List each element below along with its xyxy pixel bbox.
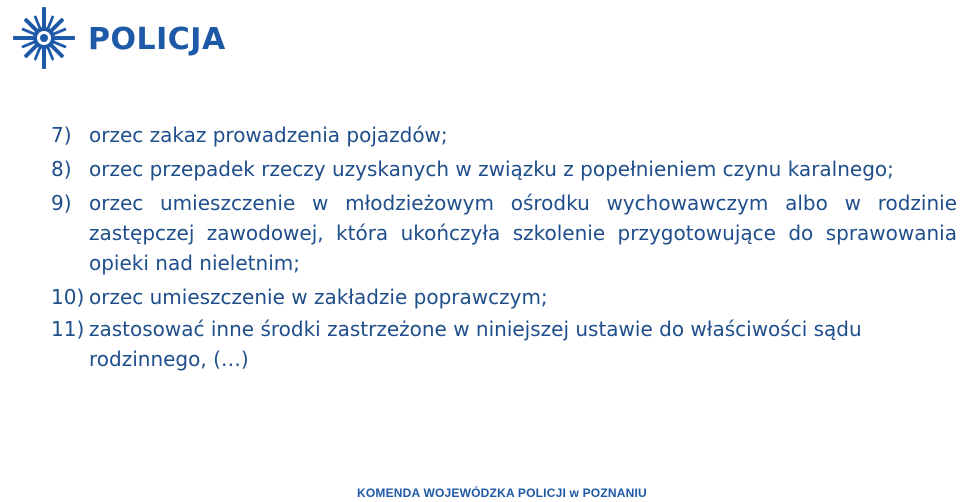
item-text: orzec przepadek rzeczy uzyskanych w związku z popełnieniem czynu karalnego; (89, 157, 894, 181)
list-item (51, 154, 957, 184)
footer-text: KOMENDA WOJEWÓDZKA POLICJI w POZNANIU (357, 486, 647, 500)
police-star-logo-icon (12, 6, 76, 70)
list-item (51, 120, 957, 150)
item-text: orzec umieszczenie w młodzieżowym ośrodku wychowawczym albo w rodzinie zastępczej zawodowej, która ukończyła szkolenie przygotowujące do sprawowania opieki nad nieletnim; (89, 191, 957, 275)
list-item (51, 188, 957, 278)
item-text: zastosować inne środki zastrzeżone w niniejszej ustawie do właściwości sądu rodzinnego, (…) (89, 317, 862, 371)
item-number: 7) (51, 123, 72, 147)
brand-name: POLICJA (88, 21, 226, 57)
item-text: orzec zakaz prowadzenia pojazdów; (89, 123, 448, 147)
main-content (51, 120, 957, 374)
list-item (51, 282, 957, 312)
item-text: orzec umieszczenie w zakładzie poprawczym; (89, 285, 548, 309)
page-header (12, 6, 226, 70)
item-number: 11) (51, 317, 85, 341)
list-item (51, 314, 957, 374)
item-number: 8) (51, 157, 72, 181)
item-number: 10) (51, 285, 85, 309)
item-number: 9) (51, 191, 72, 215)
